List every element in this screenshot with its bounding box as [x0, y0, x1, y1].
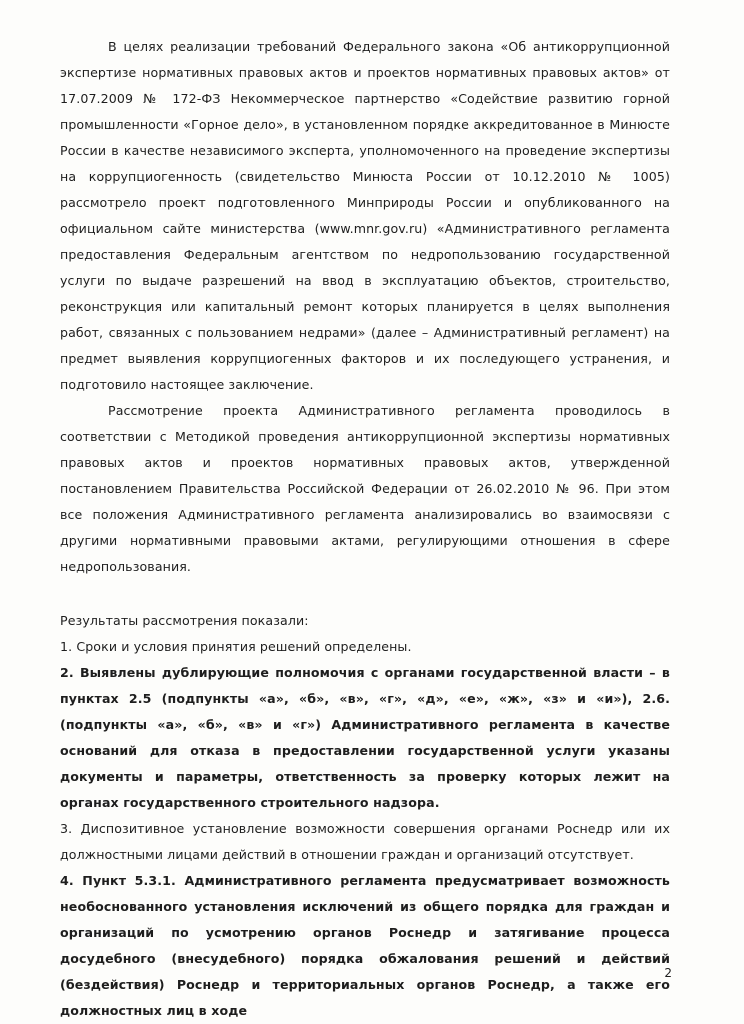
- results-intro: Результаты рассмотрения показали:: [60, 613, 309, 628]
- intro-paragraph: В целях реализации требований Федерального закона «Об антикоррупционной экспертизе нормативных правовых актов и проектов нормативных правовых актов» от 17.07.2009 № 172-ФЗ Некоммерческое партнерство «Содействие развитию горной промышленности «Горное дело», в установленном порядке аккредитованное в Минюсте России в качестве независимого эксперта, уполномоченного на проведение экспертизы на коррупциогенность (свидетельство Минюста России от 10.12.2010 № 1005) рассмотрело проект подготовленного Минприроды России и опубликованного на официальном сайте министерства (www.mnr.gov.ru) «Административного регламента предоставления Федеральным агентством по недропользованию государственной услуги по выдаче разрешений на ввод в эксплуатацию объектов, строительство, реконструкция или капитальный ремонт которых планируется в целях выполнения работ, связанных с пользованием недрами» (далее – Административный регламент) на предмет выявления коррупциогенных факторов и их последующего устранения, и подготовило настоящее заключение.: [60, 39, 670, 392]
- result-item-2: 2. Выявлены дублирующие полномочия с органами государственной власти – в пунктах 2.5 (подпункты «а», «б», «в», «г», «д», «е», «ж», «з» и «и»), 2.6. (подпункты «а», «б», «в» и «г») Административного регламента в качестве оснований для отказа в предоставлении государственной услуги указаны документы и параметры, ответственность за проверку которых лежит на органах государственного строительного надзора.: [60, 665, 670, 810]
- methodology-paragraph: Рассмотрение проекта Административного регламента проводилось в соответствии с Методикой проведения антикоррупционной экспертизы нормативных правовых актов и проектов нормативных правовых актов, утвержденной постановлением Правительства Российской Федерации от 26.02.2010 № 96. При этом все положения Административного регламента анализировались во взаимосвязи с другими нормативными правовыми актами, регулирующими отношения в сфере недропользования.: [60, 403, 670, 574]
- result-item-1: 1. Сроки и условия принятия решений определены.: [60, 639, 412, 654]
- result-item-4: 4. Пункт 5.3.1. Административного регламента предусматривает возможность необоснованного установления исключений из общего порядка для граждан и организаций по усмотрению органов Роснедр и затягивание процесса досудебного (внесудебного) порядка обжалования решений и действий (бездействия) Роснедр и территориальных органов Роснедр, а также его должностных лиц в ходе: [60, 873, 670, 1018]
- document-body: [60, 34, 670, 1024]
- result-item-3: 3. Диспозитивное установление возможности совершения органами Роснедр или их должностными лицами действий в отношении граждан и организаций отсутствует.: [60, 821, 670, 862]
- page-number: 2: [664, 966, 672, 980]
